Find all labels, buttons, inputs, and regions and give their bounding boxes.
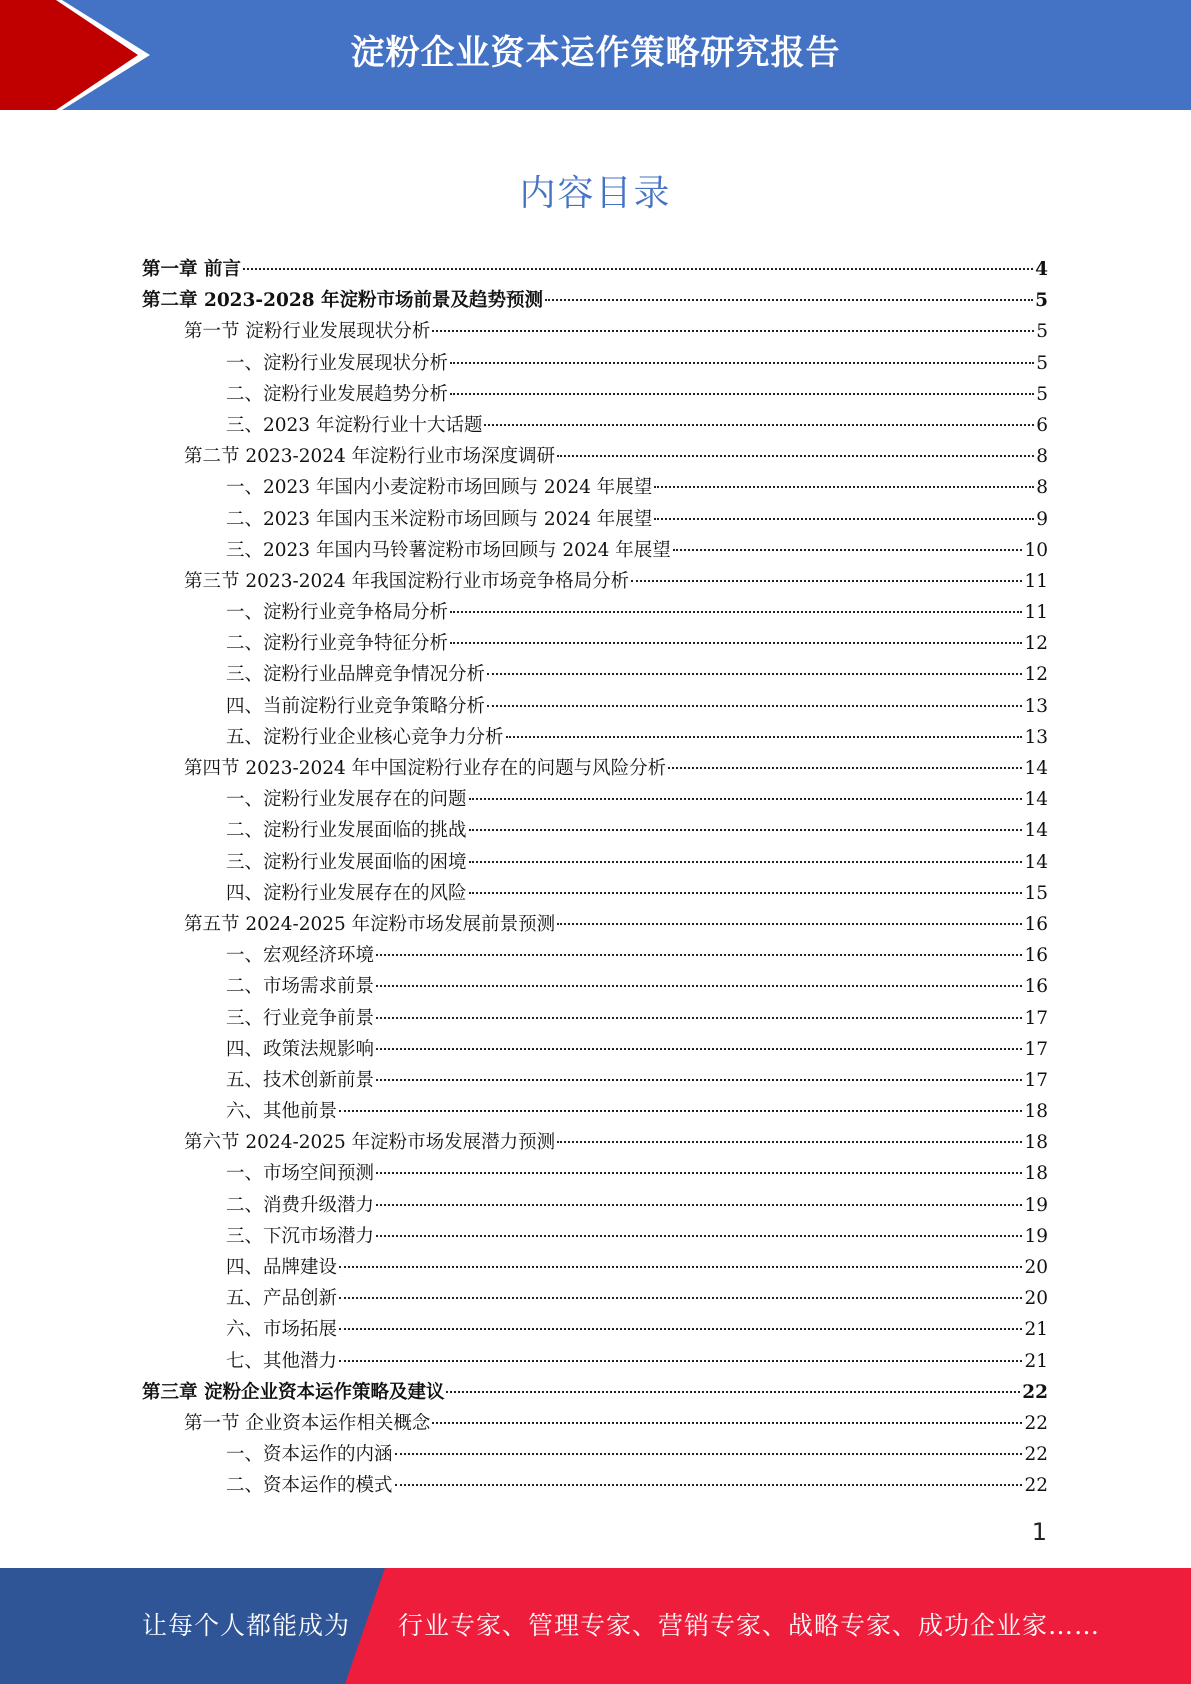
toc-entry-page: 5 [1035,290,1048,312]
toc-dot-leader [376,1017,1022,1019]
toc-entry-label: 二、淀粉行业发展趋势分析 [226,383,449,405]
toc-entry-label: 六、其他前景 [226,1101,338,1123]
toc-dot-leader [376,1079,1022,1081]
toc-entry-page: 12 [1024,633,1048,655]
toc-entry[interactable] [142,909,1048,940]
toc-entry-label: 五、淀粉行业企业核心竞争力分析 [226,726,504,748]
toc-entry-label: 第一章 前言 [142,259,241,280]
toc-entry[interactable] [142,659,1048,690]
toc-entry[interactable] [142,441,1048,472]
toc-entry-page: 21 [1024,1319,1048,1341]
toc-entry-page: 16 [1024,976,1048,998]
toc-entry[interactable] [142,815,1048,846]
footer-slogan-right: 行业专家、管理专家、营销专家、战略专家、成功企业家…… [398,1611,1101,1640]
toc-entry-label: 一、淀粉行业竞争格局分析 [226,602,449,624]
toc-entry-page: 16 [1024,913,1048,935]
toc-dot-leader [668,767,1022,769]
toc-entry-label: 五、技术创新前景 [226,1069,375,1091]
toc-entry[interactable] [142,472,1048,503]
toc-entry-page: 5 [1036,352,1048,374]
toc-dot-leader [469,892,1023,894]
toc-entry[interactable] [142,971,1048,1002]
toc-entry-label: 第三节 2023-2024 年我国淀粉行业市场竞争格局分析 [184,570,630,592]
toc-entry[interactable] [142,1252,1048,1283]
toc-entry-page: 10 [1024,539,1048,561]
toc-entry-label: 三、2023 年国内马铃薯淀粉市场回顾与 2024 年展望 [226,539,671,561]
toc-entry[interactable] [142,1065,1048,1096]
toc-entry-page: 17 [1024,1038,1048,1060]
toc-entry-page: 5 [1036,383,1048,405]
toc-entry[interactable] [142,784,1048,815]
toc-entry-page: 22 [1024,1475,1048,1497]
toc-dot-leader [673,549,1023,551]
toc-entry-page: 14 [1024,820,1048,842]
toc-entry[interactable] [142,1127,1048,1158]
toc-entry-label: 第一节 企业资本运作相关概念 [184,1412,431,1434]
toc-entry-label: 一、资本运作的内涵 [226,1444,393,1466]
toc-entry-page: 20 [1024,1257,1048,1278]
toc-dot-leader [631,580,1022,582]
toc-dot-leader [376,1172,1022,1174]
toc-entry[interactable] [142,1221,1048,1252]
toc-entry[interactable] [142,1003,1048,1034]
toc-entry-page: 13 [1024,695,1048,717]
footer-banner [0,1568,1191,1684]
toc-entry-page: 15 [1024,882,1048,904]
toc-entry-label: 第一节 淀粉行业发展现状分析 [184,321,431,343]
toc-entry-page: 14 [1024,758,1048,779]
toc-dot-leader [469,798,1023,800]
toc-entry-label: 二、市场需求前景 [226,976,375,998]
toc-entry[interactable] [142,285,1048,316]
table-of-contents [142,254,1048,1502]
toc-dot-leader [339,1110,1022,1112]
page-number: 1 [1031,1518,1047,1546]
toc-entry-page: 22 [1024,1444,1048,1466]
toc-entry-page: 13 [1024,726,1048,748]
toc-entry-label: 一、2023 年国内小麦淀粉市场回顾与 2024 年展望 [226,477,653,499]
toc-entry-label: 五、产品创新 [226,1288,338,1310]
toc-entry-page: 11 [1024,570,1048,592]
toc-dot-leader [446,1391,1020,1393]
toc-entry[interactable] [142,753,1048,784]
toc-entry[interactable] [142,348,1048,379]
toc-dot-leader [376,1048,1022,1050]
toc-dot-leader [557,455,1034,457]
toc-entry-page: 17 [1024,1069,1048,1091]
toc-entry[interactable] [142,1034,1048,1065]
toc-entry[interactable] [142,1346,1048,1377]
toc-dot-leader [376,1235,1022,1237]
toc-entry[interactable] [142,691,1048,722]
toc-entry-label: 一、淀粉行业发展现状分析 [226,352,449,374]
toc-entry[interactable] [142,1096,1048,1127]
toc-entry-label: 二、资本运作的模式 [226,1475,393,1497]
toc-entry[interactable] [142,410,1048,441]
toc-dot-leader [339,1266,1022,1268]
toc-dot-leader [243,268,1033,270]
toc-entry-label: 四、政策法规影响 [226,1038,375,1060]
toc-entry-page: 5 [1036,321,1048,343]
toc-entry-page: 12 [1024,664,1048,686]
toc-entry-page: 19 [1024,1194,1048,1216]
toc-entry-page: 16 [1024,945,1048,967]
report-title: 淀粉企业资本运作策略研究报告 [350,33,841,73]
toc-dot-leader [339,1297,1022,1299]
toc-entry-page: 19 [1024,1225,1048,1247]
toc-entry[interactable] [142,535,1048,566]
toc-entry[interactable] [142,316,1048,347]
toc-entry-label: 第二节 2023-2024 年淀粉行业市场深度调研 [184,446,556,468]
toc-entry-label: 三、行业竞争前景 [226,1007,375,1029]
toc-entry[interactable] [142,722,1048,753]
toc-entry-page: 14 [1024,789,1048,811]
toc-entry-page: 18 [1024,1132,1048,1154]
toc-entry-label: 三、淀粉行业发展面临的困境 [226,851,467,873]
toc-entry[interactable] [142,1377,1048,1408]
toc-entry-page: 18 [1024,1101,1048,1123]
toc-dot-leader [339,1360,1022,1362]
toc-entry-page: 8 [1036,446,1048,468]
toc-dot-leader [545,299,1033,301]
toc-entry-page: 17 [1024,1007,1048,1029]
header-banner [0,0,1191,110]
toc-dot-leader [450,642,1022,644]
toc-entry-page: 4 [1035,259,1048,280]
toc-dot-leader [395,1484,1023,1486]
toc-dot-leader [557,1141,1022,1143]
toc-entry[interactable] [142,878,1048,909]
toc-entry-page: 8 [1036,477,1048,499]
footer-slogan-left: 让每个人都能成为 [142,1611,351,1640]
toc-dot-leader [506,736,1023,738]
toc-entry-label: 第三章 淀粉企业资本运作策略及建议 [142,1381,445,1403]
toc-entry-label: 一、市场空间预测 [226,1163,375,1185]
toc-entry-page: 18 [1024,1163,1048,1185]
toc-entry-label: 二、消费升级潜力 [226,1194,375,1216]
toc-entry[interactable] [142,254,1048,285]
toc-dot-leader [654,486,1034,488]
toc-heading: 内容目录 [519,173,672,214]
toc-entry-label: 四、当前淀粉行业竞争策略分析 [226,695,486,717]
toc-dot-leader [469,829,1023,831]
toc-entry[interactable] [142,847,1048,878]
toc-entry[interactable] [142,940,1048,971]
toc-entry-page: 9 [1036,508,1048,530]
toc-dot-leader [395,1453,1023,1455]
toc-entry[interactable] [142,379,1048,410]
toc-entry[interactable] [142,1314,1048,1345]
toc-entry[interactable] [142,1470,1048,1501]
toc-entry-label: 二、淀粉行业发展面临的挑战 [226,820,467,842]
toc-entry-label: 七、其他潜力 [226,1350,338,1372]
toc-dot-leader [432,330,1034,332]
toc-dot-leader [450,393,1034,395]
toc-entry-label: 二、淀粉行业竞争特征分析 [226,633,449,655]
toc-entry-label: 三、淀粉行业品牌竞争情况分析 [226,664,486,686]
toc-dot-leader [484,424,1034,426]
toc-entry-label: 二、2023 年国内玉米淀粉市场回顾与 2024 年展望 [226,508,653,530]
toc-entry-page: 6 [1036,414,1048,436]
toc-entry-label: 第四节 2023-2024 年中国淀粉行业存在的问题与风险分析 [184,758,667,779]
toc-dot-leader [450,362,1034,364]
toc-dot-leader [654,518,1034,520]
toc-entry-label: 六、市场拓展 [226,1319,338,1341]
toc-entry[interactable] [142,1283,1048,1314]
toc-entry[interactable] [142,1439,1048,1470]
toc-entry-label: 四、品牌建设 [226,1257,338,1278]
toc-dot-leader [469,861,1023,863]
toc-entry-page: 21 [1024,1350,1048,1372]
toc-entry[interactable] [142,628,1048,659]
toc-entry-page: 20 [1024,1288,1048,1310]
toc-entry-label: 一、宏观经济环境 [226,945,375,967]
toc-entry[interactable] [142,566,1048,597]
toc-entry[interactable] [142,1190,1048,1221]
toc-entry-label: 一、淀粉行业发展存在的问题 [226,789,467,811]
toc-entry-page: 11 [1024,602,1048,624]
toc-entry-page: 14 [1024,851,1048,873]
toc-entry[interactable] [142,597,1048,628]
toc-entry-label: 三、下沉市场潜力 [226,1225,375,1247]
toc-dot-leader [376,1204,1022,1206]
toc-dot-leader [557,923,1022,925]
toc-entry[interactable] [142,1158,1048,1189]
toc-dot-leader [487,705,1022,707]
toc-dot-leader [376,985,1022,987]
toc-entry-label: 第六节 2024-2025 年淀粉市场发展潜力预测 [184,1132,556,1154]
toc-dot-leader [376,954,1022,956]
toc-dot-leader [339,1328,1022,1330]
toc-dot-leader [450,611,1022,613]
toc-entry[interactable] [142,1408,1048,1439]
toc-entry-label: 三、2023 年淀粉行业十大话题 [226,414,483,436]
toc-entry-label: 第五节 2024-2025 年淀粉市场发展前景预测 [184,913,556,935]
toc-entry[interactable] [142,504,1048,535]
toc-dot-leader [432,1422,1022,1424]
toc-entry-page: 22 [1024,1412,1048,1434]
toc-entry-label: 第二章 2023-2028 年淀粉市场前景及趋势预测 [142,290,544,312]
toc-entry-page: 22 [1022,1381,1048,1403]
toc-entry-label: 四、淀粉行业发展存在的风险 [226,882,467,904]
toc-dot-leader [487,673,1022,675]
